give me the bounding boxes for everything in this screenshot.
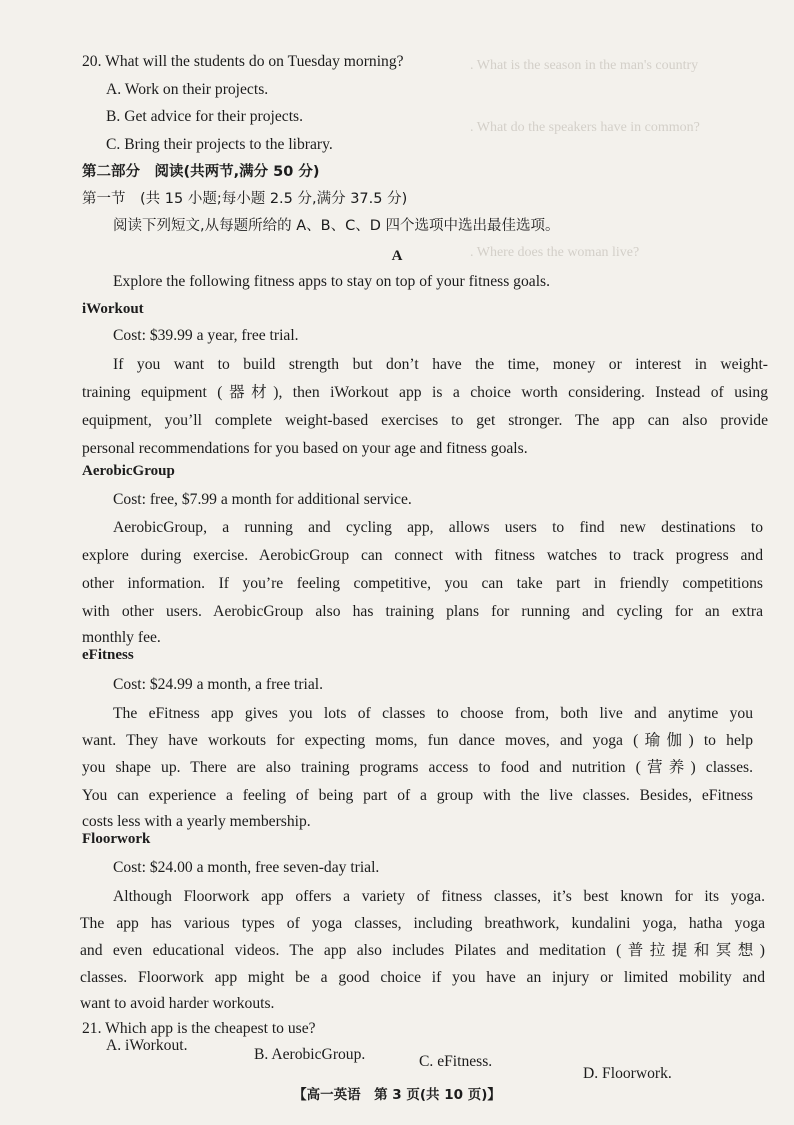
- app-cost-efitness: Cost: $24.99 a month, a free trial.: [113, 676, 324, 693]
- app-name-efitness: eFitness: [82, 647, 134, 663]
- paragraph-line: AerobicGroup, a running and cycling app, allows users to find new destinations to: [113, 519, 763, 536]
- q20-question: 20. What will the students do on Tuesday morning?: [82, 53, 404, 70]
- q21-option-b[interactable]: B. AerobicGroup.: [254, 1046, 366, 1063]
- app-name-aerobicgroup: AerobicGroup: [82, 463, 175, 479]
- q20-option-a[interactable]: A. Work on their projects.: [106, 81, 269, 98]
- paragraph-line: personal recommendations for you based on your age and fitness goals.: [82, 440, 528, 457]
- bleed-through-text: . Where does the woman live?: [470, 245, 640, 260]
- passage-letter: A: [391, 248, 403, 264]
- paragraph-line: you shape up. There are also training programs access to food and nutrition (营养) classes.: [82, 759, 753, 776]
- bleed-through-text: . What is the season in the man's country: [470, 58, 699, 73]
- app-name-floorwork: Floorwork: [82, 831, 151, 847]
- section-instruction: 阅读下列短文,从每题所给的 A、B、C、D 四个选项中选出最佳选项。: [113, 218, 560, 234]
- paragraph-line: explore during exercise. AerobicGroup can connect with fitness watches to track progress and: [82, 547, 763, 564]
- paragraph-line: If you want to build strength but don’t have the time, money or interest in weight-: [113, 356, 768, 373]
- paragraph-line: with other users. AerobicGroup also has training plans for running and cycling for an extra: [82, 603, 763, 620]
- app-cost-aerobicgroup: Cost: free, $7.99 a month for additional service.: [113, 491, 412, 508]
- paragraph-line: monthly fee.: [82, 629, 161, 646]
- q21-option-d[interactable]: D. Floorwork.: [583, 1065, 672, 1082]
- q21-option-a[interactable]: A. iWorkout.: [106, 1037, 188, 1054]
- q21-question: 21. Which app is the cheapest to use?: [82, 1020, 316, 1037]
- paragraph-line: The eFitness app gives you lots of classes to choose from, both live and anytime you: [113, 705, 753, 722]
- app-cost-iworkout: Cost: $39.99 a year, free trial.: [113, 327, 299, 344]
- paragraph-line: other information. If you’re feeling competitive, you can take part in friendly competitions: [82, 575, 763, 592]
- paragraph-line: training equipment (器材), then iWorkout app is a choice worth considering. Instead of using: [82, 384, 768, 401]
- paragraph-line: equipment, you’ll complete weight-based exercises to get stronger. The app can also provide: [82, 412, 768, 429]
- paragraph-line: want to avoid harder workouts.: [80, 995, 275, 1012]
- part2-title: 第二部分 阅读(共两节,满分 50 分): [82, 164, 320, 180]
- passage-intro: Explore the following fitness apps to stay on top of your fitness goals.: [113, 273, 550, 290]
- q20-option-b[interactable]: B. Get advice for their projects.: [106, 108, 304, 125]
- paragraph-line: want. They have workouts for expecting moms, fun dance moves, and yoga (瑜伽) to help: [82, 732, 753, 749]
- app-cost-floorwork: Cost: $24.00 a month, free seven-day trial.: [113, 859, 380, 876]
- bleed-through-text: . What do the speakers have in common?: [470, 120, 700, 135]
- app-name-iworkout: iWorkout: [82, 301, 144, 317]
- paragraph-line: classes. Floorwork app might be a good choice if you have an injury or limited mobility and: [80, 969, 765, 986]
- paragraph-line: You can experience a feeling of being part of a group with the live classes. Besides, eFitness: [82, 787, 753, 804]
- q21-option-c[interactable]: C. eFitness.: [419, 1053, 493, 1070]
- section1-title: 第一节 (共 15 小题;每小题 2.5 分,满分 37.5 分): [82, 191, 408, 207]
- paragraph-line: costs less with a yearly membership.: [82, 813, 311, 830]
- paragraph-line: The app has various types of yoga classes, including breathwork, kundalini yoga, hatha yoga: [80, 915, 765, 932]
- paragraph-line: and even educational videos. The app also includes Pilates and meditation (普拉提和冥想): [80, 942, 765, 959]
- paragraph-line: Although Floorwork app offers a variety of fitness classes, it’s best known for its yoga.: [113, 888, 765, 905]
- q20-option-c[interactable]: C. Bring their projects to the library.: [106, 136, 333, 153]
- page-footer: 【高一英语 第 3 页(共 10 页)】: [293, 1087, 501, 1103]
